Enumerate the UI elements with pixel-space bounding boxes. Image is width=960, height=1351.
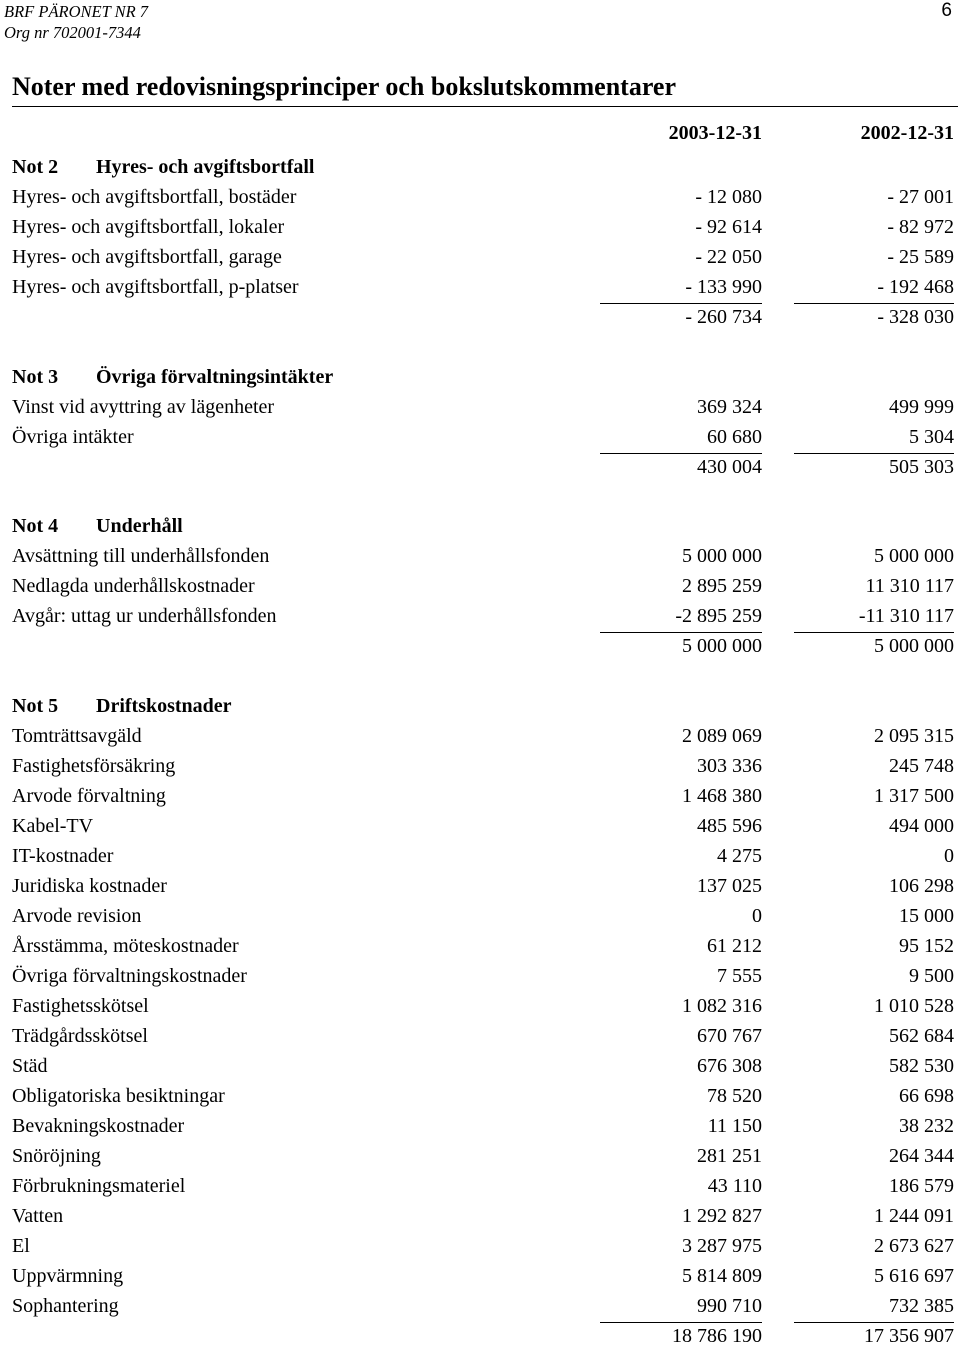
note-number: Not 3 — [12, 366, 59, 388]
value-2002: 11 310 117 — [865, 575, 954, 597]
row-label: Hyres- och avgiftsbortfall, garage — [12, 246, 282, 268]
note-number: Not 4 — [12, 515, 59, 537]
table-row — [0, 841, 960, 871]
value-2002: 5 616 697 — [874, 1265, 954, 1287]
page-number: 6 — [941, 0, 952, 21]
value-2002: 66 698 — [899, 1085, 954, 1107]
column-header-2002: 2002-12-31 — [860, 122, 954, 144]
value-2003: 7 555 — [717, 965, 762, 987]
row-label: Hyres- och avgiftsbortfall, lokaler — [12, 216, 285, 238]
note-heading — [0, 691, 960, 721]
value-2003: 78 520 — [707, 1085, 762, 1107]
value-2002: 9 500 — [909, 965, 954, 987]
table-row — [0, 931, 960, 961]
value-2003: -2 895 259 — [675, 605, 762, 627]
value-2002: 15 000 — [899, 905, 954, 927]
note-title: Övriga förvaltningsintäkter — [96, 366, 334, 388]
row-label: Kabel-TV — [12, 815, 94, 837]
row-label: IT-kostnader — [12, 845, 114, 867]
value-2003: 1 082 316 — [682, 995, 762, 1017]
row-label: Snöröjning — [12, 1145, 101, 1167]
table-row — [0, 811, 960, 841]
note-title: Underhåll — [96, 515, 183, 537]
table-row — [0, 961, 960, 991]
value-2002: 582 530 — [889, 1055, 954, 1077]
total-row — [0, 631, 960, 661]
value-2003: 61 212 — [707, 935, 762, 957]
table-row — [0, 242, 960, 272]
row-label: Avsättning till underhållsfonden — [12, 545, 270, 567]
value-2003: 990 710 — [697, 1295, 762, 1317]
total-row — [0, 1321, 960, 1351]
table-row — [0, 1291, 960, 1321]
value-2002: 186 579 — [889, 1175, 954, 1197]
value-2003: 137 025 — [697, 875, 762, 897]
column-header-2003: 2003-12-31 — [668, 122, 762, 144]
row-label: Nedlagda underhållskostnader — [12, 575, 255, 597]
value-2002: 1 317 500 — [874, 785, 954, 807]
value-2003: 1 468 380 — [682, 785, 762, 807]
value-2003: 281 251 — [697, 1145, 762, 1167]
value-2002: 0 — [944, 845, 954, 867]
value-2003: 5 000 000 — [682, 545, 762, 567]
note-heading — [0, 362, 960, 392]
total-2002: 505 303 — [889, 452, 954, 482]
total-2002: - 328 030 — [877, 302, 954, 332]
row-label: Hyres- och avgiftsbortfall, bostäder — [12, 186, 297, 208]
value-2002: - 25 589 — [887, 246, 954, 268]
value-2003: 0 — [752, 905, 762, 927]
table-row — [0, 871, 960, 901]
table-row — [0, 1231, 960, 1261]
table-row — [0, 571, 960, 601]
note-heading — [0, 511, 960, 541]
value-2002: 562 684 — [889, 1025, 954, 1047]
value-2002: 2 673 627 — [874, 1235, 954, 1257]
value-2002: 1 010 528 — [874, 995, 954, 1017]
table-row — [0, 1081, 960, 1111]
table-row — [0, 901, 960, 931]
note-number: Not 5 — [12, 695, 59, 717]
value-2002: - 82 972 — [887, 216, 954, 238]
value-2003: - 22 050 — [695, 246, 762, 268]
value-2003: 303 336 — [697, 755, 762, 777]
table-row — [0, 1171, 960, 1201]
row-label: Övriga förvaltningskostnader — [12, 965, 247, 987]
table-row — [0, 1021, 960, 1051]
value-2002: 95 152 — [899, 935, 954, 957]
row-label: Obligatoriska besiktningar — [12, 1085, 225, 1107]
value-2002: 494 000 — [889, 815, 954, 837]
table-row — [0, 991, 960, 1021]
row-label: Sophantering — [12, 1295, 119, 1317]
value-2003: 5 814 809 — [682, 1265, 762, 1287]
table-row — [0, 212, 960, 242]
table-row — [0, 751, 960, 781]
value-2002: -11 310 117 — [858, 605, 954, 627]
value-2002: 499 999 — [889, 396, 954, 418]
table-row — [0, 422, 960, 452]
row-label: Juridiska kostnader — [12, 875, 167, 897]
row-label: Årsstämma, möteskostnader — [12, 935, 239, 957]
value-2003: 670 767 — [697, 1025, 762, 1047]
total-2002: 17 356 907 — [864, 1321, 954, 1351]
value-2002: - 192 468 — [877, 276, 954, 298]
value-2003: - 133 990 — [685, 276, 762, 298]
value-2002: 732 385 — [889, 1295, 954, 1317]
value-2002: 5 000 000 — [874, 545, 954, 567]
row-label: Tomträttsavgäld — [12, 725, 142, 747]
value-2002: 264 344 — [889, 1145, 954, 1167]
total-2003: - 260 734 — [685, 302, 762, 332]
row-label: Vatten — [12, 1205, 64, 1227]
total-2003: 430 004 — [697, 452, 762, 482]
row-label: El — [12, 1235, 30, 1257]
note-title: Hyres- och avgiftsbortfall — [96, 156, 315, 178]
value-2003: 1 292 827 — [682, 1205, 762, 1227]
table-row — [0, 1051, 960, 1081]
table-row — [0, 721, 960, 751]
table-row — [0, 541, 960, 571]
page-title: Noter med redovisningsprinciper och bokslutskommentarer — [12, 72, 676, 101]
value-2003: - 92 614 — [695, 216, 762, 238]
value-2003: 11 150 — [707, 1115, 762, 1137]
value-2002: 106 298 — [889, 875, 954, 897]
table-row — [0, 1201, 960, 1231]
total-2002: 5 000 000 — [874, 631, 954, 661]
table-row — [0, 601, 960, 631]
value-2003: 676 308 — [697, 1055, 762, 1077]
note-title: Driftskostnader — [96, 695, 232, 717]
total-2003: 18 786 190 — [672, 1321, 762, 1351]
row-label: Hyres- och avgiftsbortfall, p-platser — [12, 276, 299, 298]
value-2003: 2 895 259 — [682, 575, 762, 597]
total-2003: 5 000 000 — [682, 631, 762, 661]
value-2002: 2 095 315 — [874, 725, 954, 747]
value-2003: 60 680 — [707, 426, 762, 448]
row-label: Bevakningskostnader — [12, 1115, 185, 1137]
value-2003: 369 324 — [697, 396, 762, 418]
row-label: Vinst vid avyttring av lägenheter — [12, 396, 275, 418]
document-header — [4, 1, 148, 43]
row-label: Trädgårdsskötsel — [12, 1025, 148, 1047]
value-2003: 4 275 — [717, 845, 762, 867]
table-row — [0, 392, 960, 422]
value-2002: 38 232 — [899, 1115, 954, 1137]
note-number: Not 2 — [12, 156, 59, 178]
value-2003: 485 596 — [697, 815, 762, 837]
table-row — [0, 1261, 960, 1291]
title-underline — [12, 106, 958, 107]
row-label: Förbrukningsmateriel — [12, 1175, 186, 1197]
value-2002: 1 244 091 — [874, 1205, 954, 1227]
value-2003: 43 110 — [707, 1175, 762, 1197]
org-number: Org nr 702001-7344 — [4, 23, 141, 42]
table-row — [0, 781, 960, 811]
value-2002: 245 748 — [889, 755, 954, 777]
row-label: Fastighetsförsäkring — [12, 755, 176, 777]
row-label: Fastighetsskötsel — [12, 995, 149, 1017]
org-name: BRF PÄRONET NR 7 — [4, 2, 149, 21]
table-row — [0, 1111, 960, 1141]
value-2003: 3 287 975 — [682, 1235, 762, 1257]
note-heading — [0, 152, 960, 182]
row-label: Avgår: uttag ur underhållsfonden — [12, 605, 277, 627]
table-row — [0, 1141, 960, 1171]
table-row — [0, 182, 960, 212]
total-row — [0, 452, 960, 482]
value-2003: 2 089 069 — [682, 725, 762, 747]
value-2002: 5 304 — [909, 426, 954, 448]
value-2003: - 12 080 — [695, 186, 762, 208]
row-label: Uppvärmning — [12, 1265, 124, 1287]
row-label: Övriga intäkter — [12, 426, 134, 448]
table-row — [0, 272, 960, 302]
row-label: Arvode revision — [12, 905, 142, 927]
total-row — [0, 302, 960, 332]
row-label: Arvode förvaltning — [12, 785, 166, 807]
value-2002: - 27 001 — [887, 186, 954, 208]
row-label: Städ — [12, 1055, 48, 1077]
